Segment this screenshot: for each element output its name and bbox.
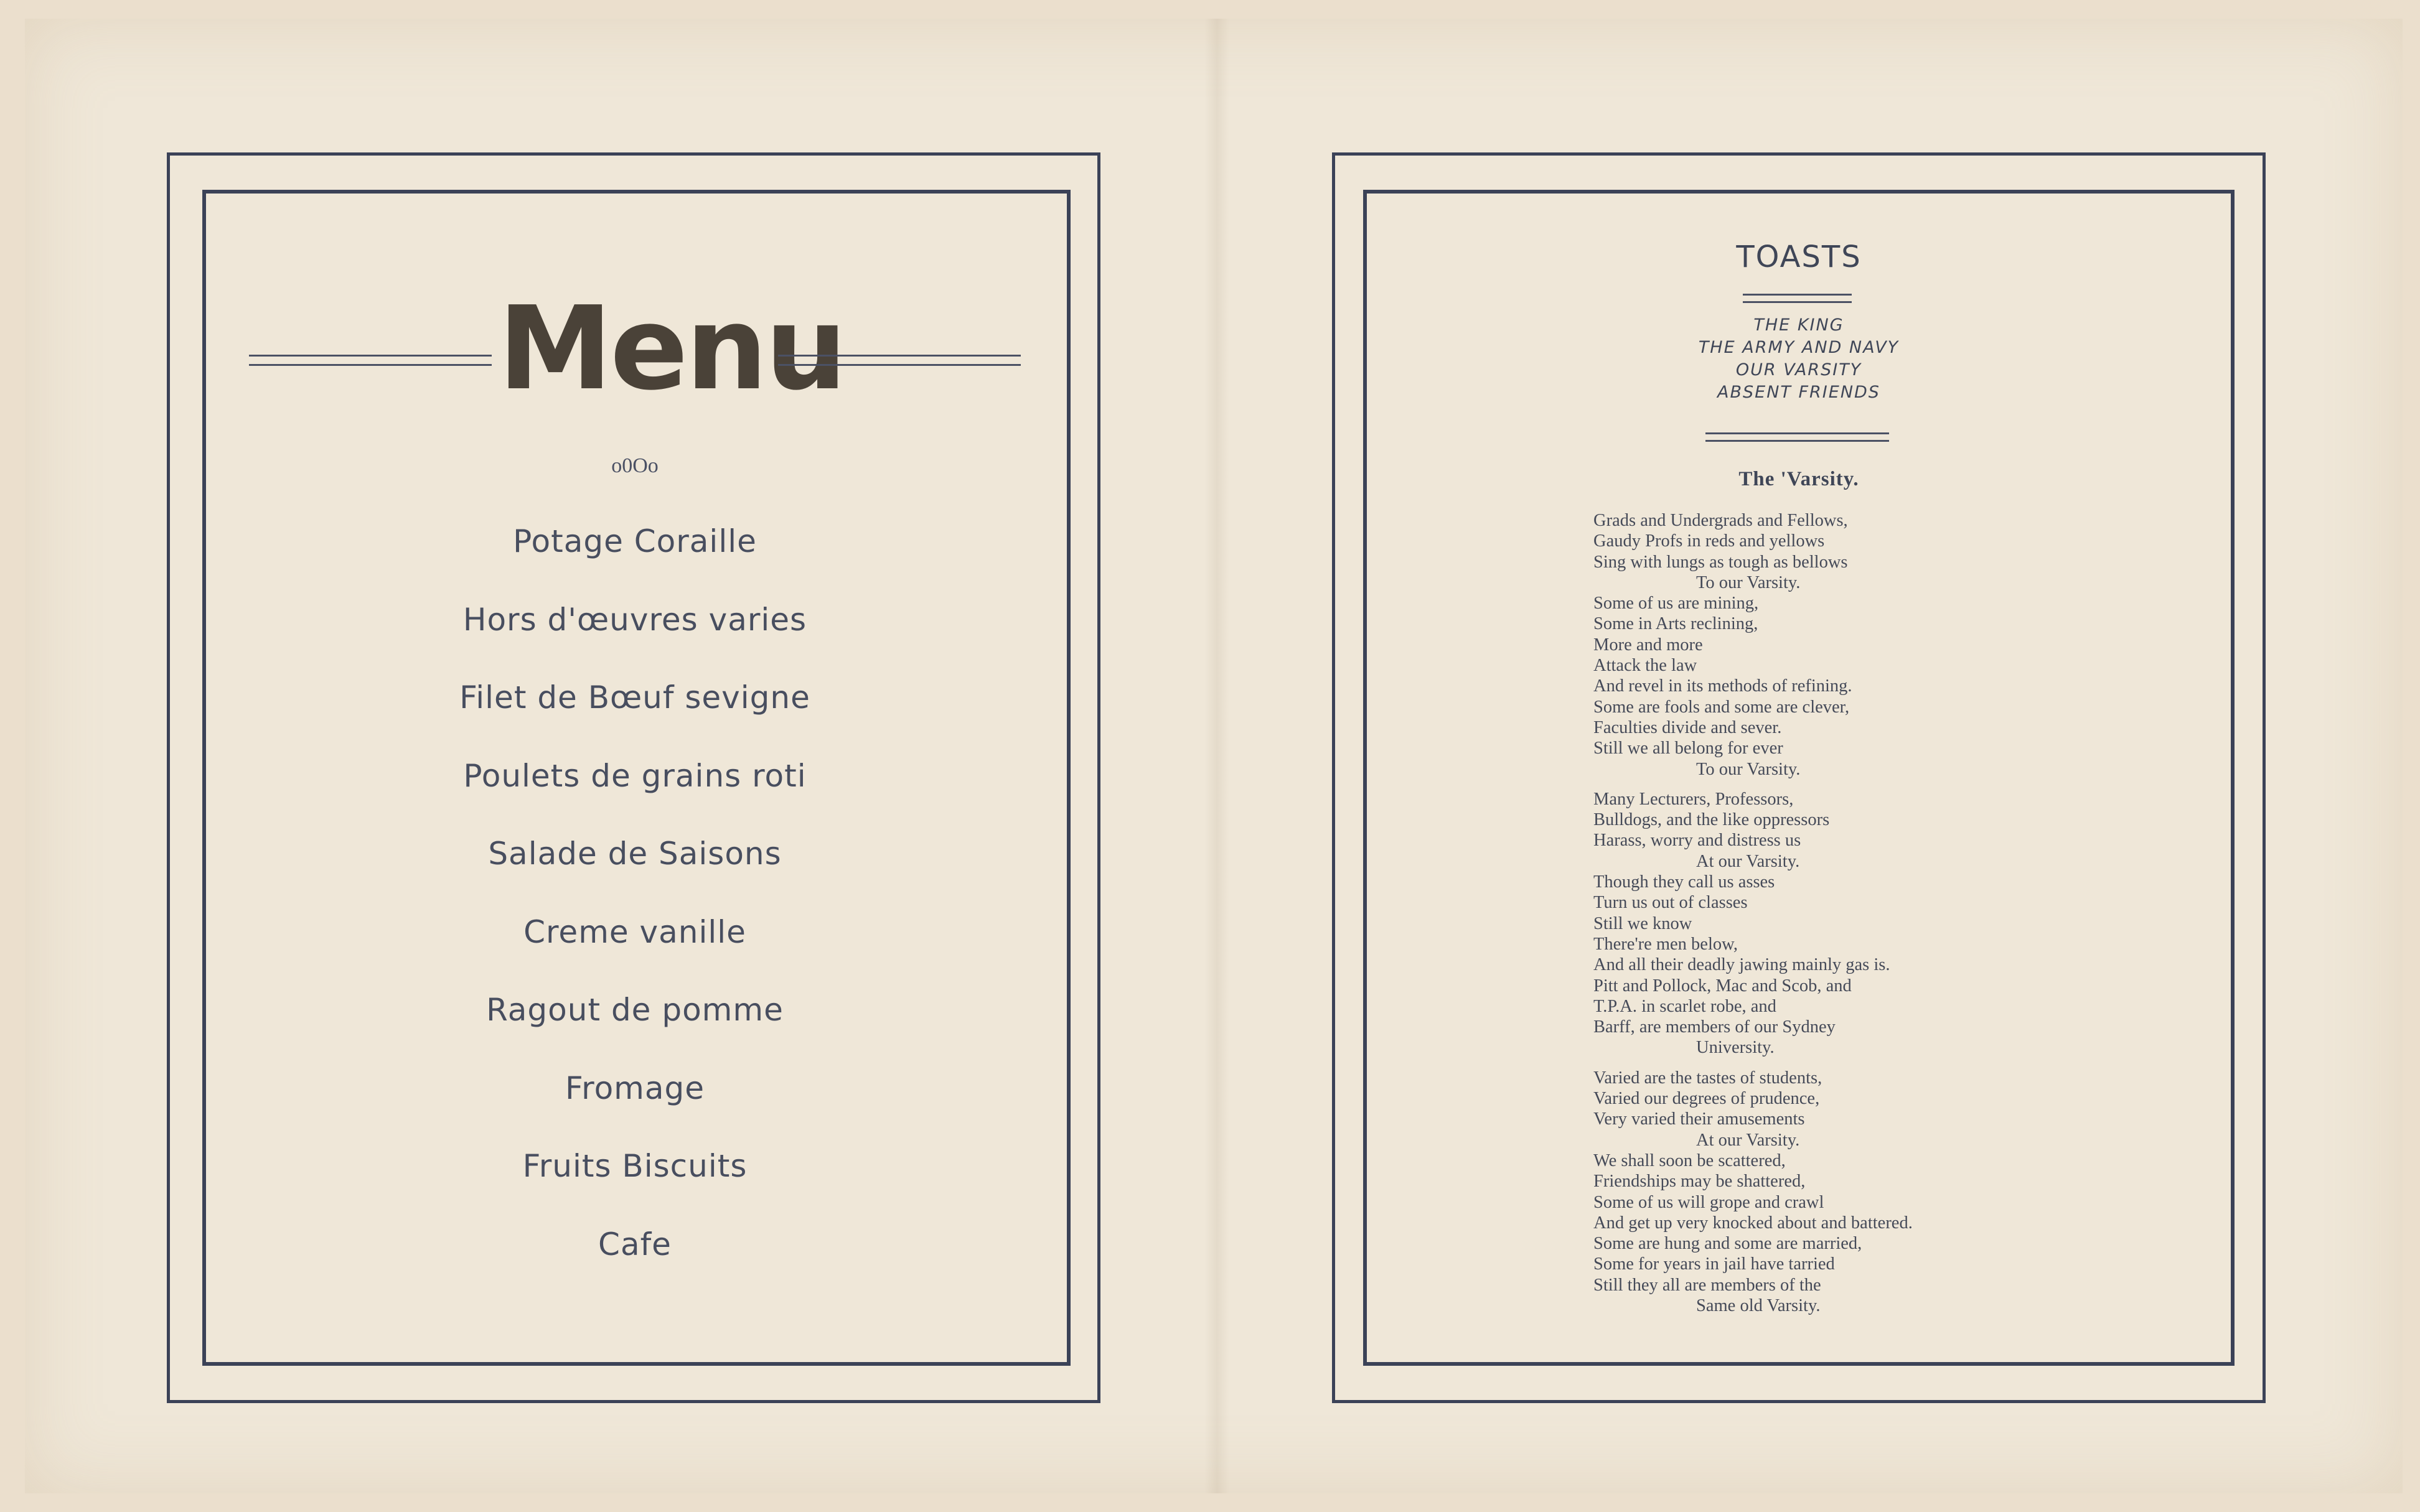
center-fold xyxy=(1204,19,1229,1493)
stanza xyxy=(1593,1068,2042,1317)
lyric-line: Some of us are mining, xyxy=(1593,594,1759,614)
lyric-line: University. xyxy=(1696,1038,1775,1058)
lyric-line: And get up very knocked about and battered. xyxy=(1593,1213,1913,1233)
lyric-line: Many Lecturers, Professors, xyxy=(1593,789,1794,809)
lyric-line: We shall soon be scattered, xyxy=(1593,1150,1786,1170)
lyric-line: Same old Varsity. xyxy=(1696,1295,1821,1315)
lyric-line: Harass, worry and distress us xyxy=(1593,831,1801,851)
lyric-line: Friendships may be shattered, xyxy=(1593,1172,1806,1192)
lyric-line: Attack the law xyxy=(1593,656,1697,676)
lyric-line: Faculties divide and sever. xyxy=(1593,717,1782,737)
lyric-line: Some of us will grope and crawl xyxy=(1593,1192,1824,1212)
lyric-line: More and more xyxy=(1593,635,1703,655)
lyric-line: Sing with lungs as tough as bellows xyxy=(1593,552,1848,572)
toasts-rule-top xyxy=(1743,294,1852,303)
lyric-line: Pitt and Pollock, Mac and Scob, and xyxy=(1593,976,1852,996)
lyric-line: At our Varsity. xyxy=(1696,1130,1800,1150)
lyric-line: Grads and Undergrads and Fellows, xyxy=(1593,511,1848,530)
lyric-line: Very varied their amusements xyxy=(1593,1109,1805,1129)
menu-item: Fruits Biscuits xyxy=(522,1148,748,1184)
lyric-line: Varied are the tastes of students, xyxy=(1593,1068,1822,1088)
lyric-line: Some are hung and some are married, xyxy=(1593,1234,1862,1254)
toast-item: THE ARMY AND NAVY xyxy=(1698,338,1900,357)
lyric-line: Some in Arts reclining, xyxy=(1593,614,1758,634)
song-lyrics xyxy=(1593,510,2042,1325)
menu-item: Creme vanille xyxy=(523,913,746,950)
song-title: The 'Varsity. xyxy=(1738,468,1859,490)
menu-item: Filet de Bœuf sevigne xyxy=(459,679,810,716)
menu-item: Cafe xyxy=(598,1226,672,1262)
lyric-line: Gaudy Profs in reds and yellows xyxy=(1593,531,1825,551)
lyric-line: To our Varsity. xyxy=(1696,759,1801,779)
lyric-line: At our Varsity. xyxy=(1696,851,1800,871)
menu-item: Hors d'œuvres varies xyxy=(462,601,807,638)
toast-item: THE KING xyxy=(1753,315,1844,335)
toast-item: OUR VARSITY xyxy=(1735,360,1862,380)
menu-ornament: o0Oo xyxy=(611,454,659,477)
lyric-line: Though they call us asses xyxy=(1593,872,1775,892)
lyric-line: T.P.A. in scarlet robe, and xyxy=(1593,996,1776,1016)
lyric-line: Still they all are members of the xyxy=(1593,1275,1821,1295)
lyric-line: And revel in its methods of refining. xyxy=(1593,676,1852,696)
menu-title-rule-left xyxy=(249,355,492,366)
lyric-line: Bulldogs, and the like oppressors xyxy=(1593,810,1830,830)
lyric-line: And all their deadly jawing mainly gas is. xyxy=(1593,955,1890,975)
toasts-rule-bottom xyxy=(1705,432,1889,442)
lyric-line: Varied our degrees of prudence, xyxy=(1593,1089,1820,1109)
menu-title-row xyxy=(249,281,1021,416)
lyric-line: Turn us out of classes xyxy=(1593,893,1748,913)
menu-item-list xyxy=(324,513,946,1294)
lyric-line: There're men below, xyxy=(1593,934,1738,954)
menu-item: Potage Coraille xyxy=(513,523,757,559)
menu-title-rule-right xyxy=(778,355,1021,366)
menu-item: Salade de Saisons xyxy=(488,836,782,872)
toast-item: ABSENT FRIENDS xyxy=(1717,383,1880,402)
lyric-line: Still we all belong for ever xyxy=(1593,739,1783,758)
lyric-line: To our Varsity. xyxy=(1696,572,1801,592)
toast-list xyxy=(1612,314,1986,404)
lyric-line: Still we know xyxy=(1593,913,1692,933)
menu-item: Poulets de grains roti xyxy=(463,757,807,794)
menu-item: Fromage xyxy=(565,1070,705,1106)
lyric-line: Some are fools and some are clever, xyxy=(1593,697,1850,717)
lyric-line: Some for years in jail have tarried xyxy=(1593,1254,1835,1274)
stanza xyxy=(1593,789,2042,1058)
lyric-line: Barff, are members of our Sydney xyxy=(1593,1017,1836,1037)
stanza xyxy=(1593,510,2042,780)
menu-item: Ragout de pomme xyxy=(486,992,784,1028)
menu-title: Menu xyxy=(498,281,845,416)
toasts-heading: TOASTS xyxy=(1736,240,1862,274)
